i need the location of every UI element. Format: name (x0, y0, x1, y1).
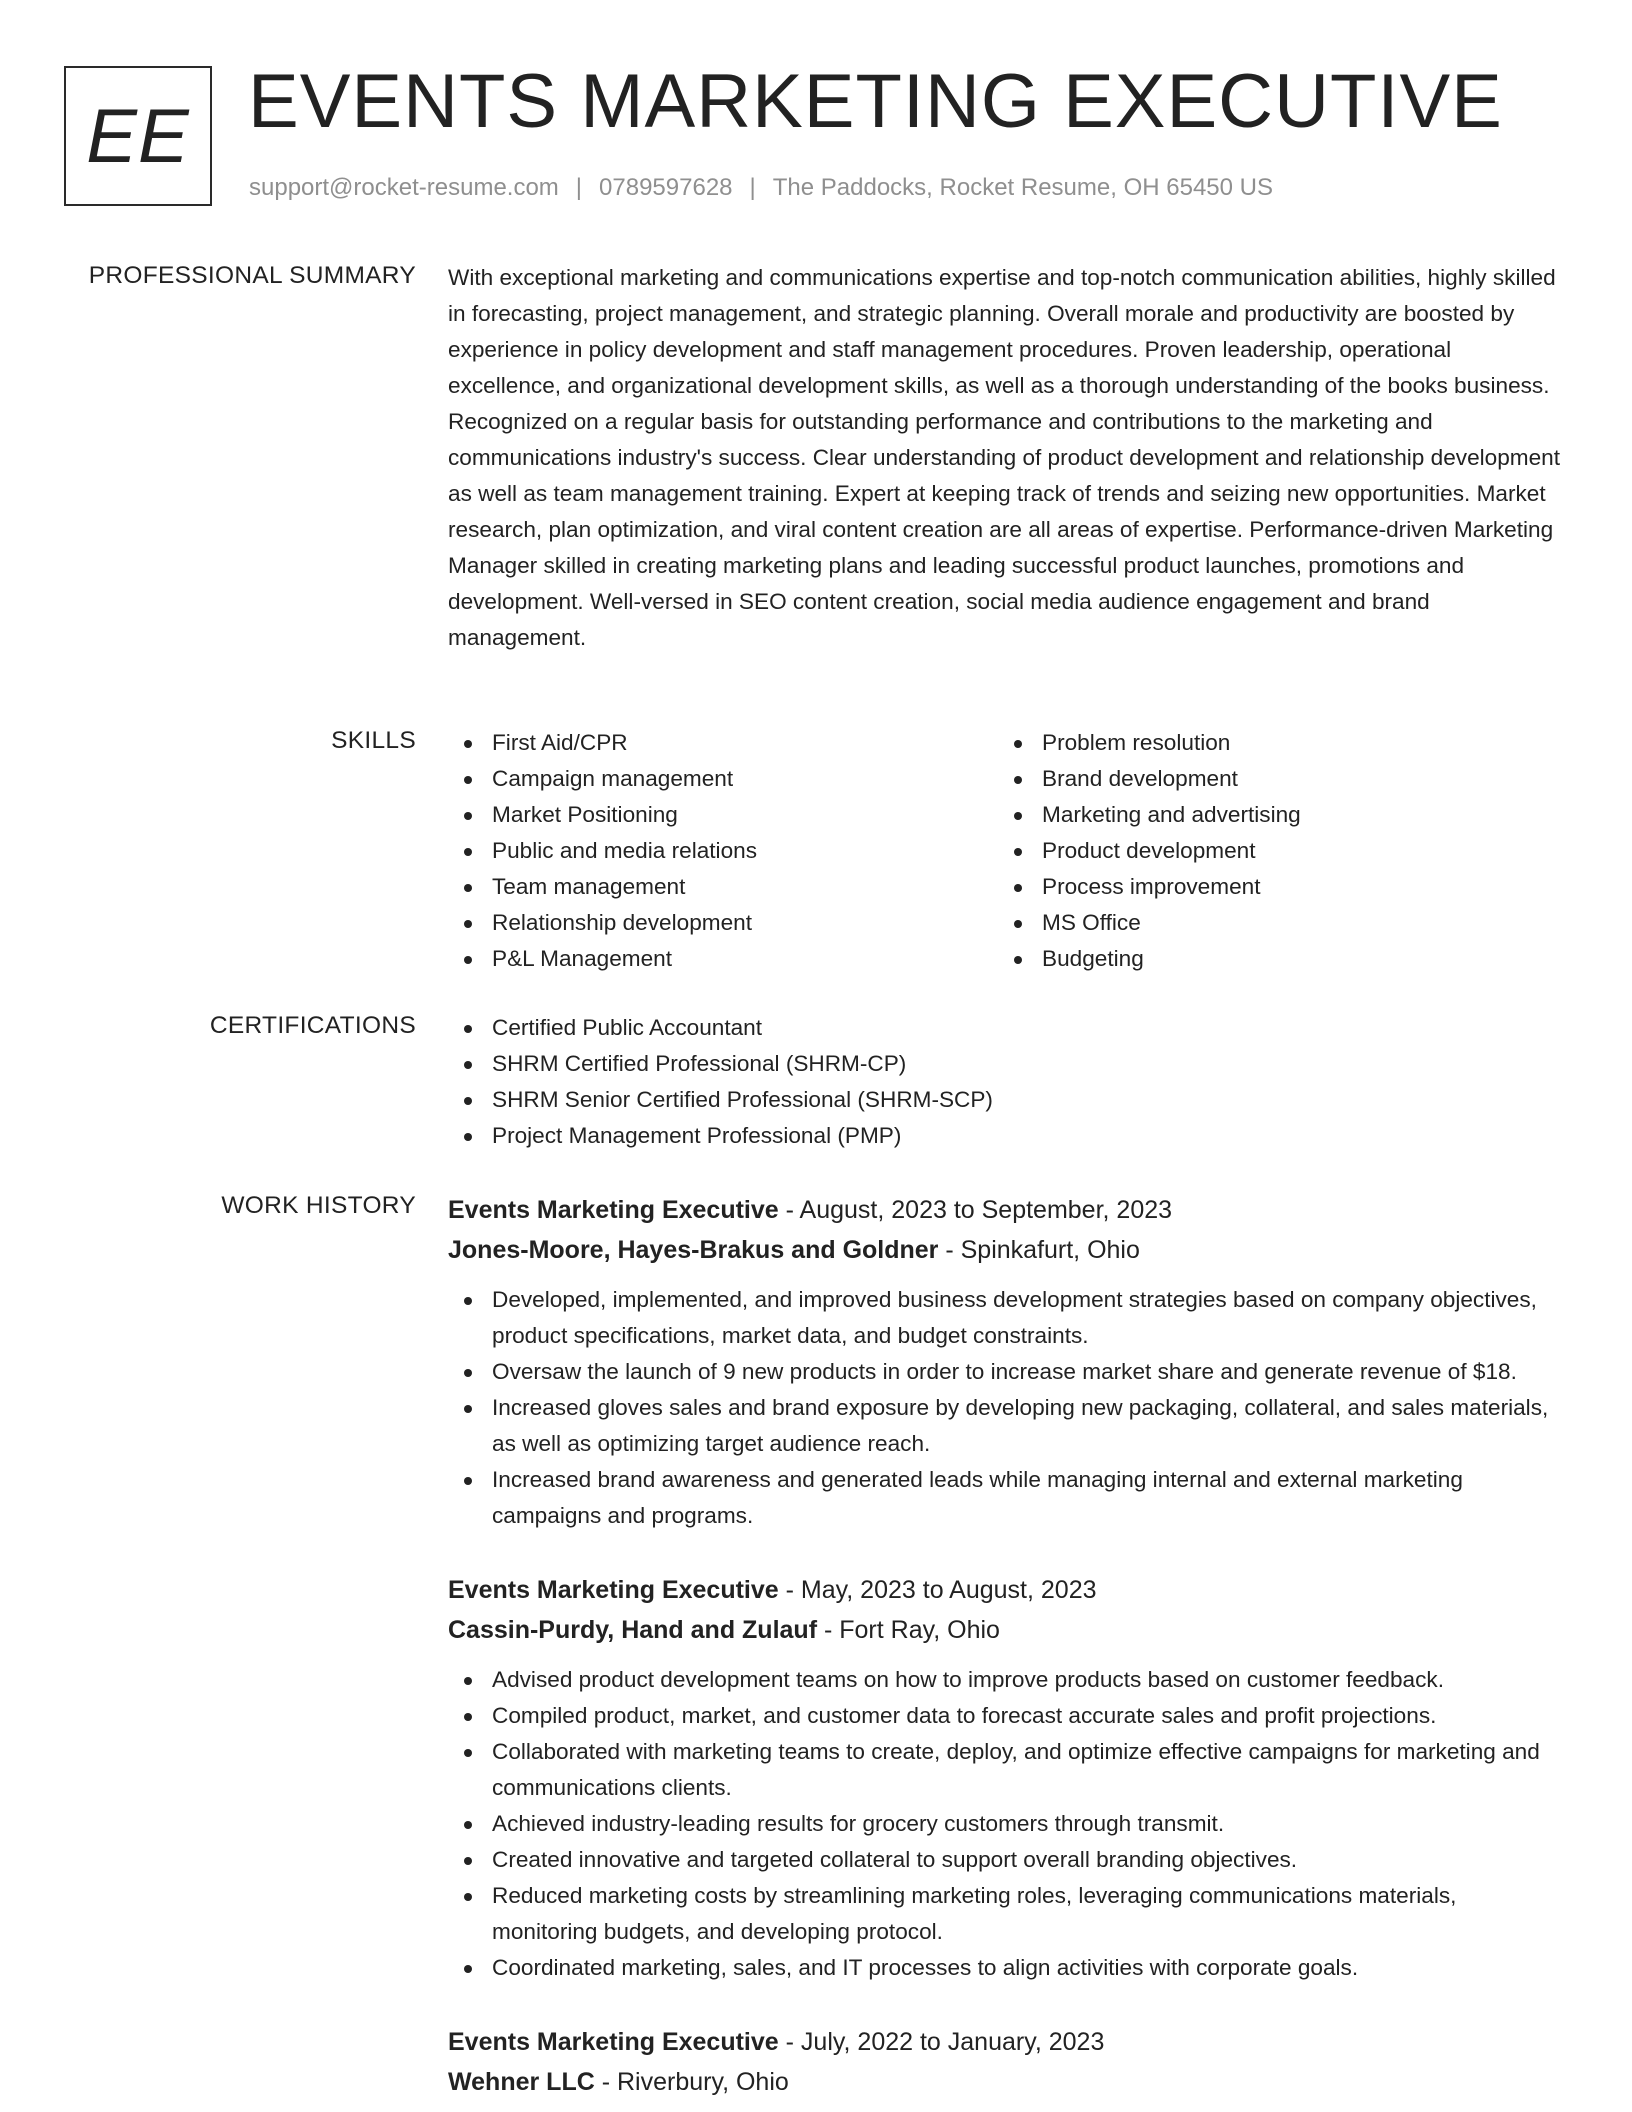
job-bullet-list (448, 1662, 1566, 1986)
job-title-line (448, 1190, 1566, 1230)
skills-list-right (998, 725, 1548, 977)
job-entry (448, 1190, 1566, 1534)
certification-item: Certified Public Accountant (448, 1010, 1566, 1046)
certifications-list (448, 1010, 1566, 1154)
contact-email[interactable]: support@rocket-resume.com (249, 174, 559, 201)
certification-item: SHRM Senior Certified Professional (SHRM-SCP) (448, 1082, 1566, 1118)
job-entry (448, 1570, 1566, 1986)
skill-item: Team management (448, 869, 998, 905)
job-bullet: Developed, implemented, and improved business development strategies based on company objectives, product specifications, market data, and budget constraints. (448, 1282, 1566, 1354)
skill-item: Market Positioning (448, 797, 998, 833)
certification-item: SHRM Certified Professional (SHRM-CP) (448, 1046, 1566, 1082)
resume-name: EVENTS MARKETING EXECUTIVE (248, 59, 1503, 144)
skills-list-left (448, 725, 998, 977)
skill-item: MS Office (998, 905, 1548, 941)
job-title: Events Marketing Executive (448, 1196, 779, 1224)
section-label-work-history: WORK HISTORY (221, 1192, 416, 1219)
job-company: Cassin-Purdy, Hand and Zulauf (448, 1616, 818, 1644)
contact-phone[interactable]: 0789597628 (599, 174, 733, 201)
skill-item: Product development (998, 833, 1548, 869)
job-dates: - May, 2023 to August, 2023 (778, 1576, 1097, 1604)
certification-item: Project Management Professional (PMP) (448, 1118, 1566, 1154)
job-title-line (448, 1570, 1566, 1610)
job-company: Wehner LLC (448, 2068, 595, 2096)
job-dates: - August, 2023 to September, 2023 (778, 1196, 1173, 1224)
job-bullet: Collaborated with marketing teams to create, deploy, and optimize effective campaigns for marketing and communications clients. (448, 1734, 1566, 1806)
skill-item: Budgeting (998, 941, 1548, 977)
job-bullet: Reduced marketing costs by streamlining marketing roles, leveraging communications materials, monitoring budgets, and developing protocol. (448, 1878, 1566, 1950)
summary-text: With exceptional marketing and communications expertise and top-notch communication abilities, highly skilled in forecasting, project management, and strategic planning. Overall morale and productivity are boosted by experience in policy development and staff management procedures. Proven leadership, operational excellence, and organizational development skills, as well as a thorough understanding of the books business. Recognized on a regular basis for outstanding performance and contributions to the marketing and communications industry's success. Clear understanding of product development and relationship development as well as team management training. Expert at keeping track of trends and seizing new opportunities. Market research, plan optimization, and viral content creation are all areas of expertise. Performance-driven Marketing Manager skilled in creating marketing plans and leading successful product launches, promotions and development. Well-versed in SEO content creation, social media audience engagement and brand management. (448, 265, 1561, 650)
job-location: - Riverbury, Ohio (594, 2068, 789, 2096)
contact-address: The Paddocks, Rocket Resume, OH 65450 US (772, 174, 1273, 201)
work-history-body (448, 1190, 1566, 2102)
section-label-summary: PROFESSIONAL SUMMARY (88, 262, 416, 289)
job-bullet: Advised product development teams on how to improve products based on customer feedback. (448, 1662, 1566, 1698)
job-entry (448, 2022, 1566, 2102)
contact-line (249, 174, 1273, 202)
job-company-line (448, 2062, 1566, 2102)
summary-body (448, 260, 1566, 656)
job-location: - Fort Ray, Ohio (817, 1616, 1000, 1644)
job-bullet: Created innovative and targeted collateral to support overall branding objectives. (448, 1842, 1566, 1878)
job-company-line (448, 1610, 1566, 1650)
monogram-logo: EE (64, 66, 212, 206)
section-label-skills: SKILLS (331, 727, 416, 754)
job-bullet: Oversaw the launch of 9 new products in order to increase market share and generate revenue of $18. (448, 1354, 1566, 1390)
skills-body (448, 725, 1566, 977)
skill-item: Public and media relations (448, 833, 998, 869)
skill-item: First Aid/CPR (448, 725, 998, 761)
job-bullet: Coordinated marketing, sales, and IT processes to align activities with corporate goals. (448, 1950, 1566, 1986)
job-bullet-list (448, 1282, 1566, 1534)
job-location: - Spinkafurt, Ohio (938, 1236, 1140, 1264)
contact-separator: | (749, 174, 756, 201)
job-title: Events Marketing Executive (448, 2028, 779, 2056)
skill-item: Campaign management (448, 761, 998, 797)
job-dates: - July, 2022 to January, 2023 (778, 2028, 1105, 2056)
certifications-body (448, 1010, 1566, 1154)
job-bullet: Compiled product, market, and customer data to forecast accurate sales and profit projections. (448, 1698, 1566, 1734)
skill-item: Process improvement (998, 869, 1548, 905)
contact-separator: | (575, 174, 583, 201)
job-title: Events Marketing Executive (448, 1576, 779, 1604)
job-title-line (448, 2022, 1566, 2062)
job-bullet: Achieved industry-leading results for grocery customers through transmit. (448, 1806, 1566, 1842)
skill-item: Relationship development (448, 905, 998, 941)
job-company: Jones-Moore, Hayes-Brakus and Goldner (448, 1236, 939, 1264)
job-bullet: Increased gloves sales and brand exposure by developing new packaging, collateral, and sales materials, as well as optimizing target audience reach. (448, 1390, 1566, 1462)
job-bullet: Increased brand awareness and generated leads while managing internal and external marketing campaigns and programs. (448, 1462, 1566, 1534)
skill-item: P&L Management (448, 941, 998, 977)
skill-item: Problem resolution (998, 725, 1548, 761)
skill-item: Marketing and advertising (998, 797, 1548, 833)
skill-item: Brand development (998, 761, 1548, 797)
section-label-certifications: CERTIFICATIONS (209, 1012, 416, 1039)
job-company-line (448, 1230, 1566, 1270)
